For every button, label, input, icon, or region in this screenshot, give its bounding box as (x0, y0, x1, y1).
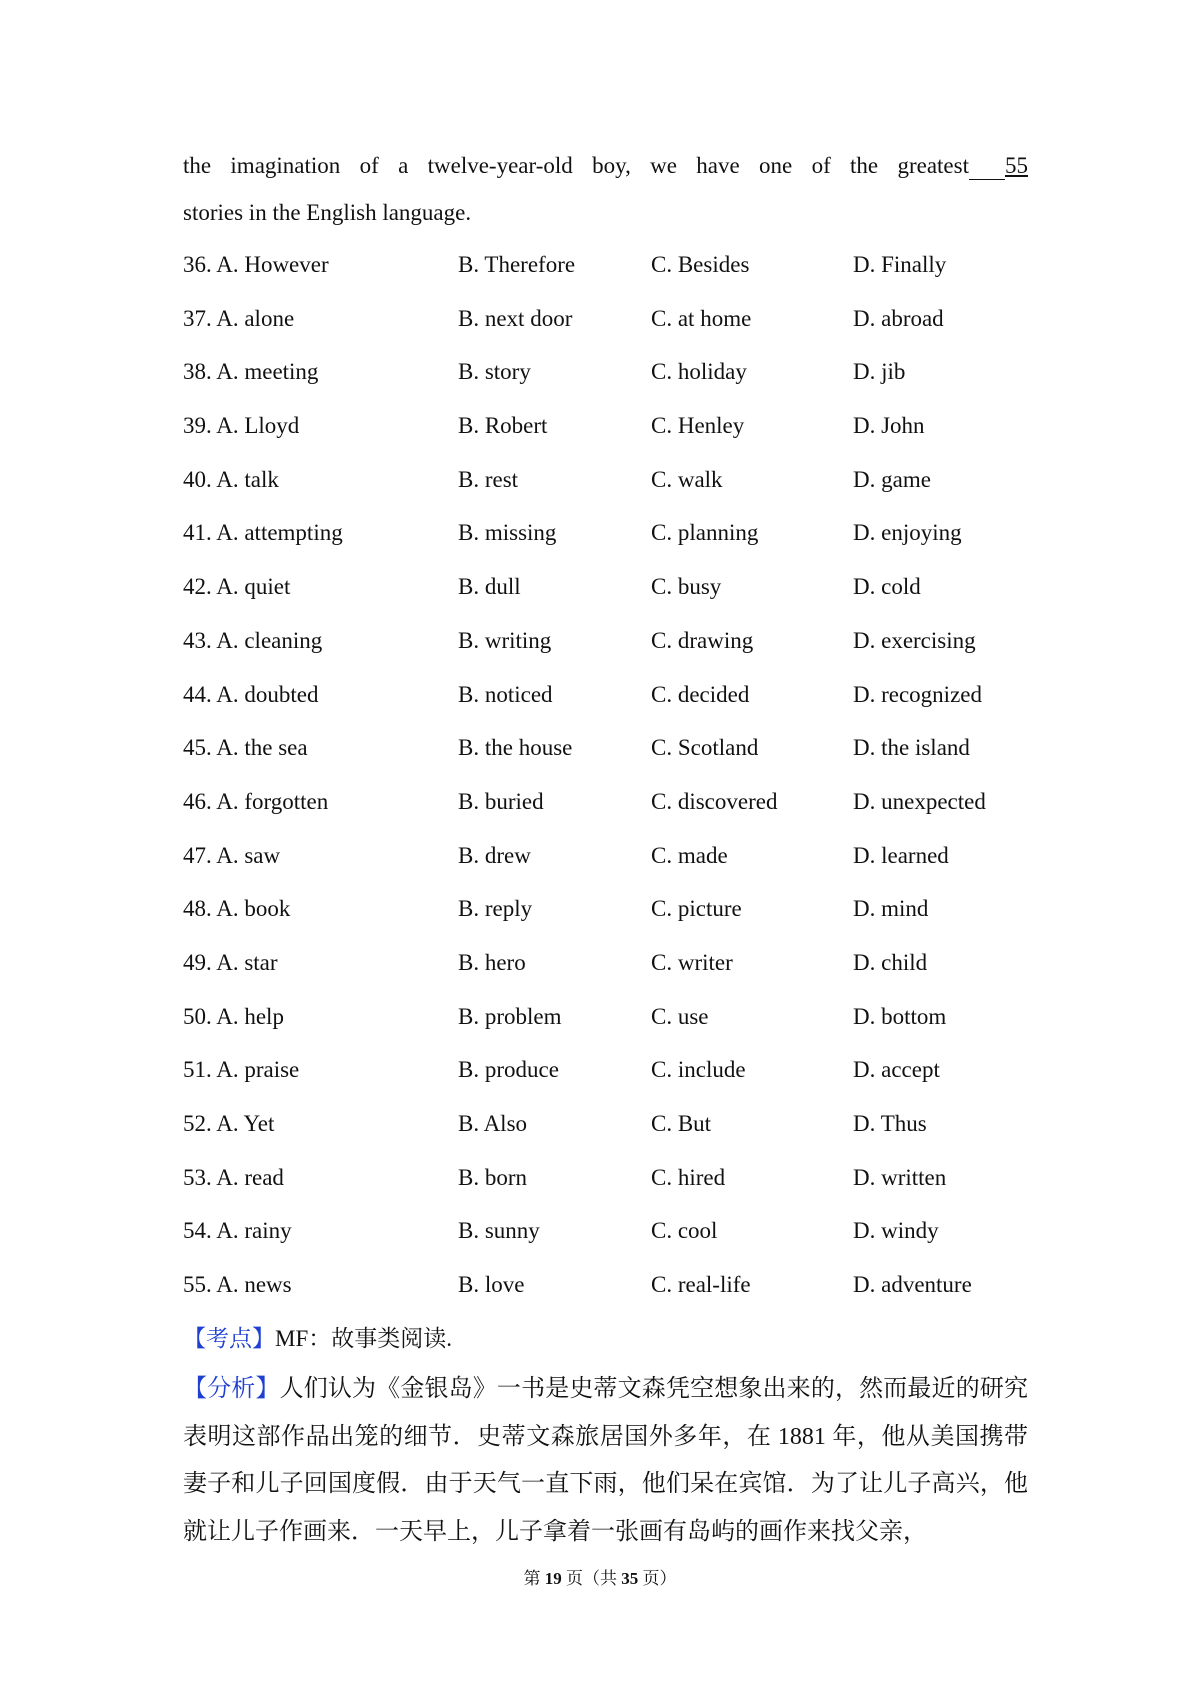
footer-middle: 页（共 (566, 1569, 617, 1588)
passage-line-1 (183, 153, 1028, 180)
option-a: 51. A. praise (183, 1057, 300, 1083)
options-table (183, 252, 1028, 1326)
option-a: 42. A. quiet (183, 574, 291, 600)
option-row (183, 252, 1028, 306)
option-b: B. love (458, 1272, 525, 1298)
option-a: 40. A. talk (183, 466, 279, 492)
word: the (850, 153, 879, 178)
option-b: B. dull (458, 574, 521, 600)
passage-line-2: stories in the English language. (183, 200, 472, 225)
word: twelve-year-old (427, 153, 573, 178)
option-row (183, 1272, 1028, 1326)
option-c: C. at home (651, 305, 752, 331)
option-b: B. born (458, 1164, 527, 1190)
option-row (183, 896, 1028, 950)
word: we (650, 153, 677, 178)
page-footer (0, 1564, 1200, 1589)
option-d: D. exercising (853, 627, 976, 653)
option-b: B. story (458, 359, 531, 385)
option-c: C. Scotland (651, 735, 759, 761)
option-b: B. Therefore (458, 252, 576, 277)
option-b: B. sunny (458, 1218, 540, 1244)
option-d: D. cold (853, 574, 921, 600)
fenxi-tag: 【分析】 (183, 1376, 280, 1402)
option-c: C. Henley (651, 413, 745, 439)
option-row (183, 1111, 1028, 1165)
option-row (183, 359, 1028, 413)
footer-suffix: 页） (642, 1569, 677, 1588)
option-a: 49. A. star (183, 949, 278, 975)
option-row (183, 1218, 1028, 1272)
word: a (398, 153, 409, 178)
option-d: D. child (853, 949, 928, 975)
option-d: D. abroad (853, 305, 944, 331)
option-a: 38. A. meeting (183, 359, 319, 385)
option-b: B. reply (458, 896, 533, 922)
option-row (183, 735, 1028, 789)
option-d: D. windy (853, 1218, 939, 1244)
option-c: C. planning (651, 520, 759, 546)
option-c: C. But (651, 1111, 712, 1136)
option-row (183, 574, 1028, 628)
answer-blank (969, 153, 1005, 180)
option-d: D. John (853, 413, 925, 439)
option-c: C. drawing (651, 627, 754, 653)
kaodian-line (183, 1320, 1028, 1353)
option-a: 45. A. the sea (183, 735, 308, 761)
option-d: D. Thus (853, 1111, 927, 1136)
option-d: D. written (853, 1164, 947, 1190)
footer-page-number: 19 (544, 1569, 562, 1588)
footer-prefix: 第 (523, 1569, 541, 1588)
option-b: B. problem (458, 1003, 562, 1029)
word: of (811, 153, 831, 178)
option-a: 55. A. news (183, 1272, 292, 1298)
fenxi-text: 人们认为《金银岛》一书是史蒂文森凭空想象出来的，然而最近的研究表明这部作品出笼的细节．史蒂文森旅居国外多年，在 1881 年，他从美国携带妻子和儿子回国度假．由于天气一直下雨，他们呆在宾馆．为了让儿子高兴，他就让儿子作画来．一天早上，儿子拿着一张画有岛屿的画作来找父亲， (183, 1376, 1029, 1545)
option-d: D. enjoying (853, 520, 962, 546)
option-c: C. writer (651, 949, 733, 975)
option-a: 48. A. book (183, 896, 291, 922)
greatest-with-blank (897, 153, 1028, 180)
word: one (759, 153, 793, 178)
word: the (183, 153, 212, 178)
option-a: 43. A. cleaning (183, 627, 323, 653)
option-c: C. real-life (651, 1272, 751, 1298)
option-b: B. Also (458, 1111, 528, 1136)
option-d: D. jib (853, 359, 906, 385)
option-b: B. produce (458, 1057, 559, 1083)
option-row (183, 413, 1028, 467)
option-c: C. include (651, 1057, 746, 1083)
option-d: D. bottom (853, 1003, 947, 1029)
option-c: C. discovered (651, 788, 778, 814)
option-a: 54. A. rainy (183, 1218, 292, 1244)
option-b: B. Robert (458, 413, 548, 439)
option-a: 37. A. alone (183, 305, 295, 331)
option-d: D. recognized (853, 681, 982, 707)
option-b: B. drew (458, 842, 531, 868)
option-d: D. accept (853, 1057, 940, 1083)
option-c: C. use (651, 1003, 709, 1029)
option-a: 36. A. However (183, 252, 329, 277)
option-c: C. cool (651, 1218, 718, 1244)
option-c: C. holiday (651, 359, 747, 385)
option-b: B. next door (458, 305, 573, 331)
word: boy, (592, 153, 631, 178)
option-row (183, 1004, 1028, 1058)
option-a: 41. A. attempting (183, 520, 343, 546)
option-b: B. buried (458, 788, 544, 814)
option-b: B. writing (458, 627, 552, 653)
option-d: D. game (853, 466, 931, 492)
option-a: 53. A. read (183, 1164, 284, 1190)
option-a: 46. A. forgotten (183, 788, 329, 814)
option-c: C. picture (651, 896, 742, 922)
option-row (183, 1057, 1028, 1111)
option-row (183, 682, 1028, 736)
option-b: B. noticed (458, 681, 553, 707)
option-c: C. hired (651, 1164, 726, 1190)
option-row (183, 520, 1028, 574)
option-d: D. Finally (853, 252, 947, 277)
fenxi-paragraph (183, 1366, 1028, 1556)
option-d: D. the island (853, 735, 970, 761)
option-d: D. unexpected (853, 788, 986, 814)
option-row (183, 789, 1028, 843)
option-d: D. mind (853, 896, 929, 922)
option-b: B. the house (458, 735, 573, 761)
blank-number: 55 (1004, 153, 1028, 178)
option-c: C. walk (651, 466, 723, 492)
option-c: C. decided (651, 681, 750, 707)
option-row (183, 628, 1028, 682)
option-row (183, 306, 1028, 360)
option-a: 39. A. Lloyd (183, 413, 300, 439)
option-b: B. hero (458, 949, 526, 975)
option-b: B. missing (458, 520, 557, 546)
word: greatest (897, 153, 969, 178)
option-d: D. learned (853, 842, 949, 868)
word: imagination (230, 153, 341, 178)
option-row (183, 950, 1028, 1004)
kaodian-tag: 【考点】 (183, 1326, 275, 1351)
option-a: 44. A. doubted (183, 681, 319, 707)
option-a: 52. A. Yet (183, 1111, 275, 1136)
option-b: B. rest (458, 466, 519, 492)
footer-total-pages: 35 (621, 1569, 639, 1588)
option-a: 47. A. saw (183, 842, 281, 868)
word: have (696, 153, 740, 178)
option-c: C. Besides (651, 252, 750, 277)
option-c: C. busy (651, 574, 722, 600)
option-row (183, 467, 1028, 521)
word: of (359, 153, 379, 178)
option-row (183, 1165, 1028, 1219)
option-row (183, 843, 1028, 897)
option-c: C. made (651, 842, 728, 868)
option-a: 50. A. help (183, 1003, 284, 1029)
kaodian-text: MF：故事类阅读. (275, 1326, 452, 1351)
option-d: D. adventure (853, 1272, 972, 1298)
